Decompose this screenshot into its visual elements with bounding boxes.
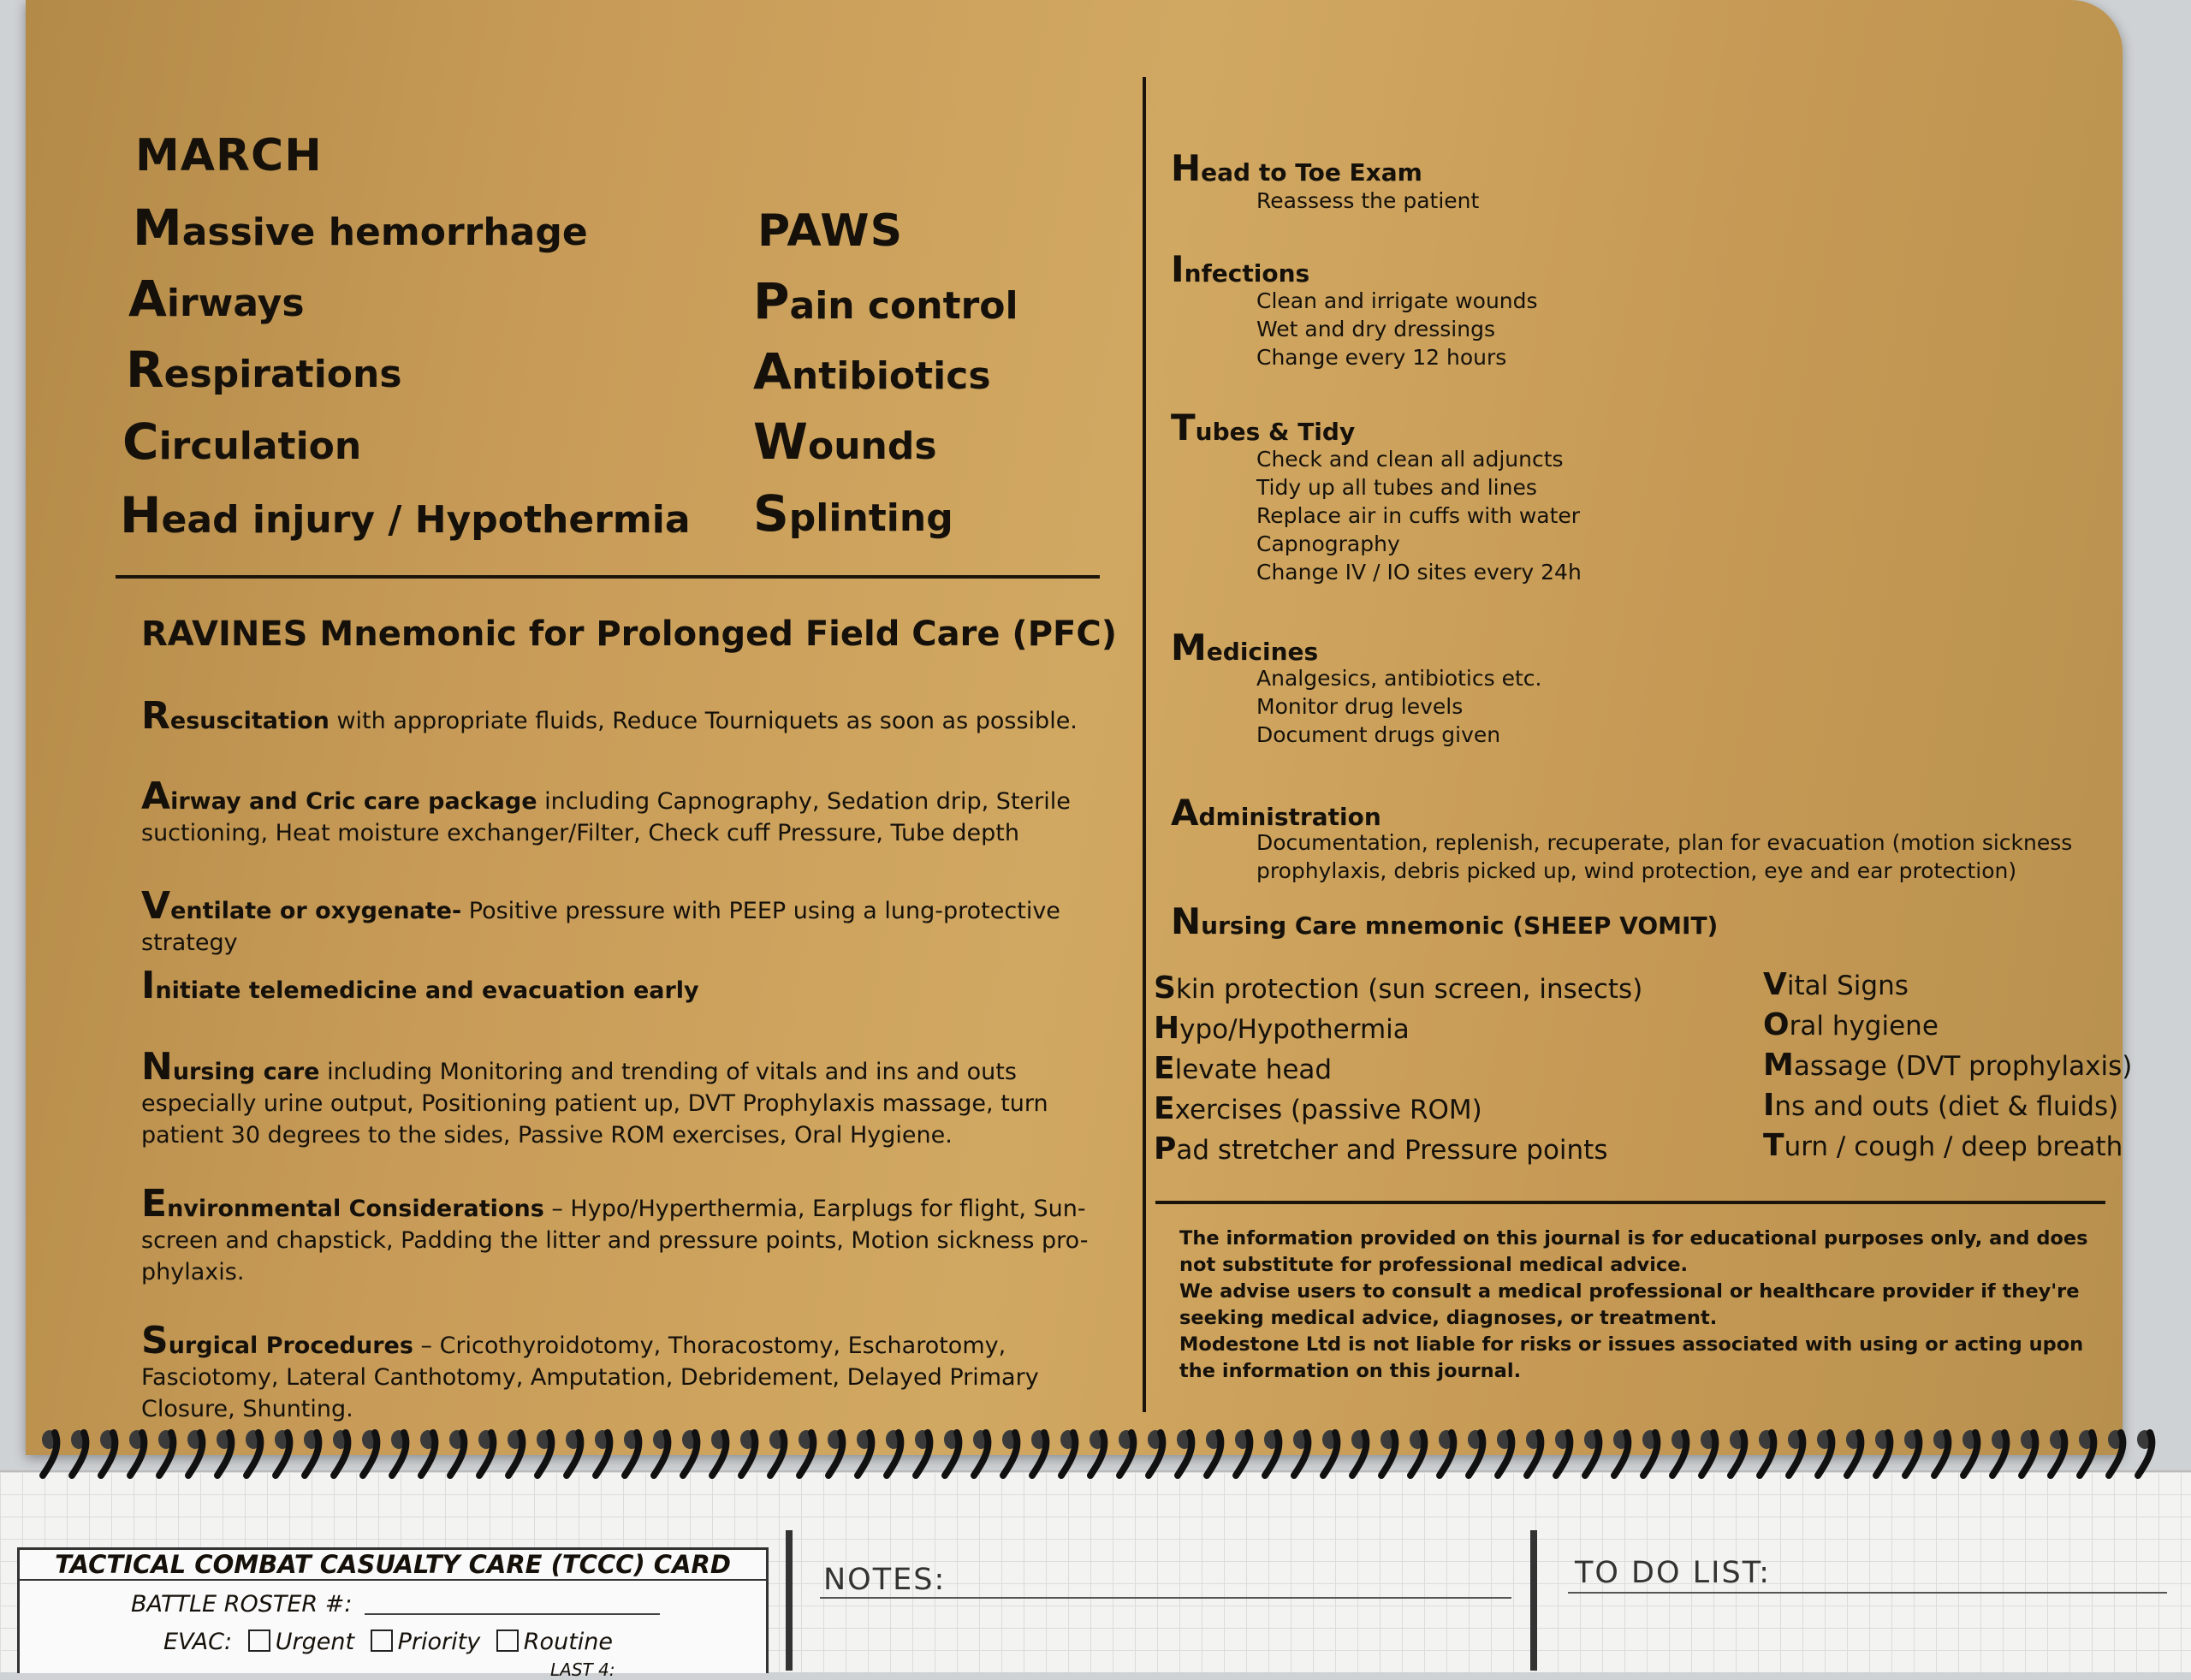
hitman-sublist: Check and clean all adjuncts Tidy up all tubes and lines Replace air in cuffs with water Capnography Change IV / IO sites every 24h (1256, 447, 1582, 585)
hitman-infections: Infections (1171, 248, 1310, 290)
ravines-title: RAVINES Mnemonic for Prolonged Field Care (PFC) (141, 614, 1117, 654)
hitman-sublist: Analgesics, antibiotics etc. Monitor drug levels Document drugs given (1256, 666, 1542, 747)
priority-checkbox[interactable] (371, 1630, 393, 1652)
tccc-card (17, 1547, 769, 1680)
ravines-item: Surgical Procedures – Cricothyroidotomy, Thoracostomy, Escharotomy, Fasciotomy, Lateral Canthotomy, Amputation, Debridement, Delayed Primary Closure, Shunting. (141, 1319, 1039, 1422)
battle-roster-row: BATTLE ROSTER #: (131, 1591, 660, 1618)
notes-line[interactable] (820, 1597, 1511, 1599)
vomit-list: Vital Signs Oral hygiene Massage (DVT prophylaxis) Ins and outs (diet & fluids) Turn / cough / deep breath (1763, 967, 2133, 1163)
todo-label: TO DO LIST: (1575, 1556, 1772, 1590)
notes-label: NOTES: (823, 1563, 947, 1597)
hitman-nursing: Nursing Care mnemonic (SHEEP VOMIT) (1171, 900, 1719, 942)
disclaimer-rule (1155, 1201, 2105, 1204)
march-title: MARCH (135, 130, 323, 181)
todo-line[interactable] (1568, 1592, 2167, 1594)
ravines-item: Ventilate or oxygenate- Positive pressure with PEEP using a lung-protective strategy (141, 884, 1060, 956)
paws-item: Wounds (753, 413, 937, 471)
paws-item: Splinting (753, 484, 953, 543)
ravines-item: Nursing care including Monitoring and trending of vitals and ins and outs especially urine output, Positioning patient up, DVT Prophylaxis massage, turn patient 30 degrees to the sides, Passive ROM exercises, Oral Hygiene. (141, 1045, 1048, 1149)
tccc-card-title: TACTICAL COMBAT CASUALTY CARE (TCCC) CARD (20, 1550, 766, 1581)
urgent-checkbox[interactable] (248, 1630, 270, 1652)
hitman-tubes: Tubes & Tidy (1171, 407, 1356, 448)
paws-item: Pain control (753, 272, 1018, 330)
march-item: Respirations (126, 341, 402, 399)
disclaimer: The information provided on this journal is for educational purposes only, and does not substitute for professional medical advice. We advise users to consult a medical professional or healthcare provider if they're seeking medical advice, diagnoses, or treatment. Modestone Ltd is not liable for risks or issues associated with using or acting upon the information on this journal. (1179, 1227, 2088, 1382)
hitman-sublist: Reassess the patient (1256, 188, 1480, 213)
ravines-item: Airway and Cric care package including Capnography, Sedation drip, Sterile suctioning, Heat moisture exchanger/Filter, Check cuff Pressure, Tube depth (141, 775, 1071, 846)
gold-reference-card (26, 0, 2133, 1455)
routine-checkbox[interactable] (496, 1630, 519, 1652)
sheep-list: Skin protection (sun screen, insects) Hypo/Hypothermia Elevate head Exercises (passive ROM) Pad stretcher and Pressure points (1154, 971, 1643, 1167)
march-item: Airways (128, 270, 305, 328)
section-rule (116, 575, 1100, 579)
column-divider (1530, 1530, 1537, 1671)
paws-item: Antibiotics (753, 342, 991, 401)
paws-title: PAWS (757, 205, 904, 257)
hitman-head-to-toe: Head to Toe Exam (1171, 147, 1422, 189)
hitman-medicines: Medicines (1171, 626, 1319, 668)
march-item: Head injury / Hypothermia (120, 486, 691, 544)
hitman-administration: Administration (1171, 792, 1381, 834)
ravines-item: Environmental Considerations – Hypo/Hyperthermia, Earplugs for flight, Sun-screen and chapstick, Padding the litter and pressure points, Motion sickness pro-phylaxis. (141, 1182, 1089, 1285)
column-divider (1143, 77, 1146, 1412)
ravines-item: Resuscitation with appropriate fluids, Reduce Tourniquets as soon as possible. (141, 694, 1078, 738)
march-item: Massive hemorrhage (133, 199, 588, 257)
ravines-item: Initiate telemedicine and evacuation early (141, 964, 699, 1007)
last4-label: LAST 4: (550, 1659, 615, 1680)
column-divider (786, 1530, 793, 1671)
battle-roster-field[interactable] (365, 1613, 660, 1615)
hitman-sublist: Documentation, replenish, recuperate, plan for evacuation (motion sickness prophylaxis, debris picked up, wind protection, eye and ear protection) (1256, 830, 2073, 883)
evac-row: EVAC: Urgent Priority Routine (163, 1629, 613, 1655)
spiral-binding (34, 1428, 2174, 1481)
march-item: Circulation (122, 413, 362, 471)
hitman-sublist: Clean and irrigate wounds Wet and dry dressings Change every 12 hours (1256, 288, 1538, 370)
